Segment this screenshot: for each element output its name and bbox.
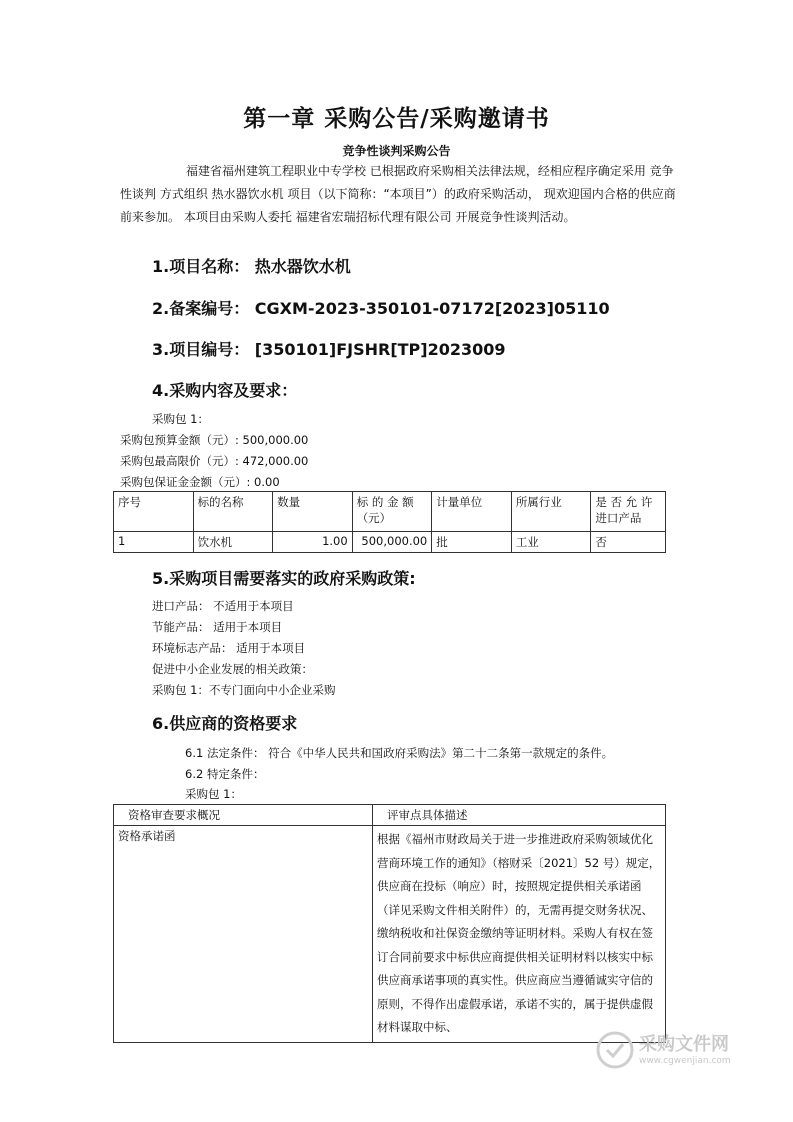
table-header: 计量单位 bbox=[432, 492, 512, 532]
table-cell: 饮水机 bbox=[193, 532, 273, 553]
watermark-logo bbox=[595, 1028, 745, 1074]
qualification-legal: 6.1 法定条件： 符合《中华人民共和国政府采购法》第二十二条第一款规定的条件。 bbox=[185, 746, 614, 760]
table-header: 序号 bbox=[114, 492, 194, 532]
watermark-text: 采购文件网 bbox=[639, 1034, 729, 1055]
table-header: 资格审查要求概况 bbox=[114, 805, 373, 826]
table-cell: 1 bbox=[114, 532, 194, 553]
table-header: 标 的 金 额（元） bbox=[352, 492, 432, 532]
section-qualification: 6.供应商的资格要求 bbox=[152, 714, 298, 733]
table-header-row bbox=[114, 492, 666, 532]
table-header: 是 否 允 许进口产品 bbox=[591, 492, 666, 532]
section-policy: 5.采购项目需要落实的政府采购政策: bbox=[152, 569, 416, 588]
page-subtitle: 竞争性谈判采购公告 bbox=[342, 144, 451, 158]
watermark-url: www.cgwenjian.com bbox=[639, 1056, 731, 1066]
package-label: 采购包 1： bbox=[152, 412, 209, 426]
table-cell: 否 bbox=[591, 532, 666, 553]
table-row bbox=[114, 826, 666, 1043]
table-cell: 500,000.00 bbox=[352, 532, 432, 553]
package-label: 采购包 1： bbox=[185, 787, 242, 801]
policy-item: 采购包 1：不专门面向中小企业采购 bbox=[152, 683, 336, 697]
qualification-table bbox=[113, 804, 666, 1043]
table-header: 评审点具体描述 bbox=[373, 805, 666, 826]
section-project-number: 3.项目编号： [350101]FJSHR[TP]2023009 bbox=[152, 340, 506, 359]
policy-item: 节能产品： 适用于本项目 bbox=[152, 620, 283, 634]
table-cell: 工业 bbox=[511, 532, 591, 553]
items-table bbox=[113, 491, 666, 553]
page-title: 第一章 采购公告/采购邀请书 bbox=[243, 105, 550, 132]
table-cell: 1.00 bbox=[273, 532, 353, 553]
section-project-name: 1.项目名称： 热水器饮水机 bbox=[152, 257, 351, 276]
table-header: 数量 bbox=[273, 492, 353, 532]
section-record-number: 2.备案编号： CGXM-2023-350101-07172[2023]05110 bbox=[152, 299, 610, 318]
table-header: 所属行业 bbox=[511, 492, 591, 532]
qualification-specific: 6.2 特定条件： bbox=[185, 767, 265, 781]
deposit-amount: 采购包保证金金额（元）: 0.00 bbox=[120, 475, 280, 489]
policy-item: 促进中小企业发展的相关政策： bbox=[152, 662, 313, 676]
table-header-row bbox=[114, 805, 666, 826]
policy-item: 进口产品： 不适用于本项目 bbox=[152, 599, 294, 613]
policy-item: 环境标志产品： 适用于本项目 bbox=[152, 641, 306, 655]
intro-paragraph: 福建省福州建筑工程职业中专学校 已根据政府采购相关法律法规，经相应程序确定采用 竞争性谈判 方式组织 热水器饮水机 项目（以下简称：“本项目”）的政府采购活动， 现欢迎国内合格的供应商前来参加。 本项目由采购人委托 福建省宏瑞招标代理有限公司 开展竞争性谈判活动。 bbox=[120, 164, 676, 224]
table-header: 标的名称 bbox=[193, 492, 273, 532]
budget-amount: 采购包预算金额（元）: 500,000.00 bbox=[120, 433, 309, 447]
table-cell: 批 bbox=[432, 532, 512, 553]
table-row bbox=[114, 532, 666, 553]
max-price: 采购包最高限价（元）: 472,000.00 bbox=[120, 454, 309, 468]
table-cell-description: 根据《福州市财政局关于进一步推进政府采购领域优化营商环境工作的通知》（榕财采〔2021〕52 号）规定，供应商在投标（响应）时，按照规定提供相关承诺函（详见采购文件相关附件）的，无需再提交财务状况、缴纳税收和社保资金缴纳等证明材料。采购人有权在签订合同前要求中标供应商提供相关证明材料以核实中标供应商承诺事项的真实性。供应商应当遵循诚实守信的原则，不得作出虚假承诺，承诺不实的，属于提供虚假材料谋取中标、 bbox=[373, 826, 666, 1043]
table-cell: 资格承诺函 bbox=[114, 826, 373, 1043]
section-contents: 4.采购内容及要求： bbox=[152, 381, 298, 400]
